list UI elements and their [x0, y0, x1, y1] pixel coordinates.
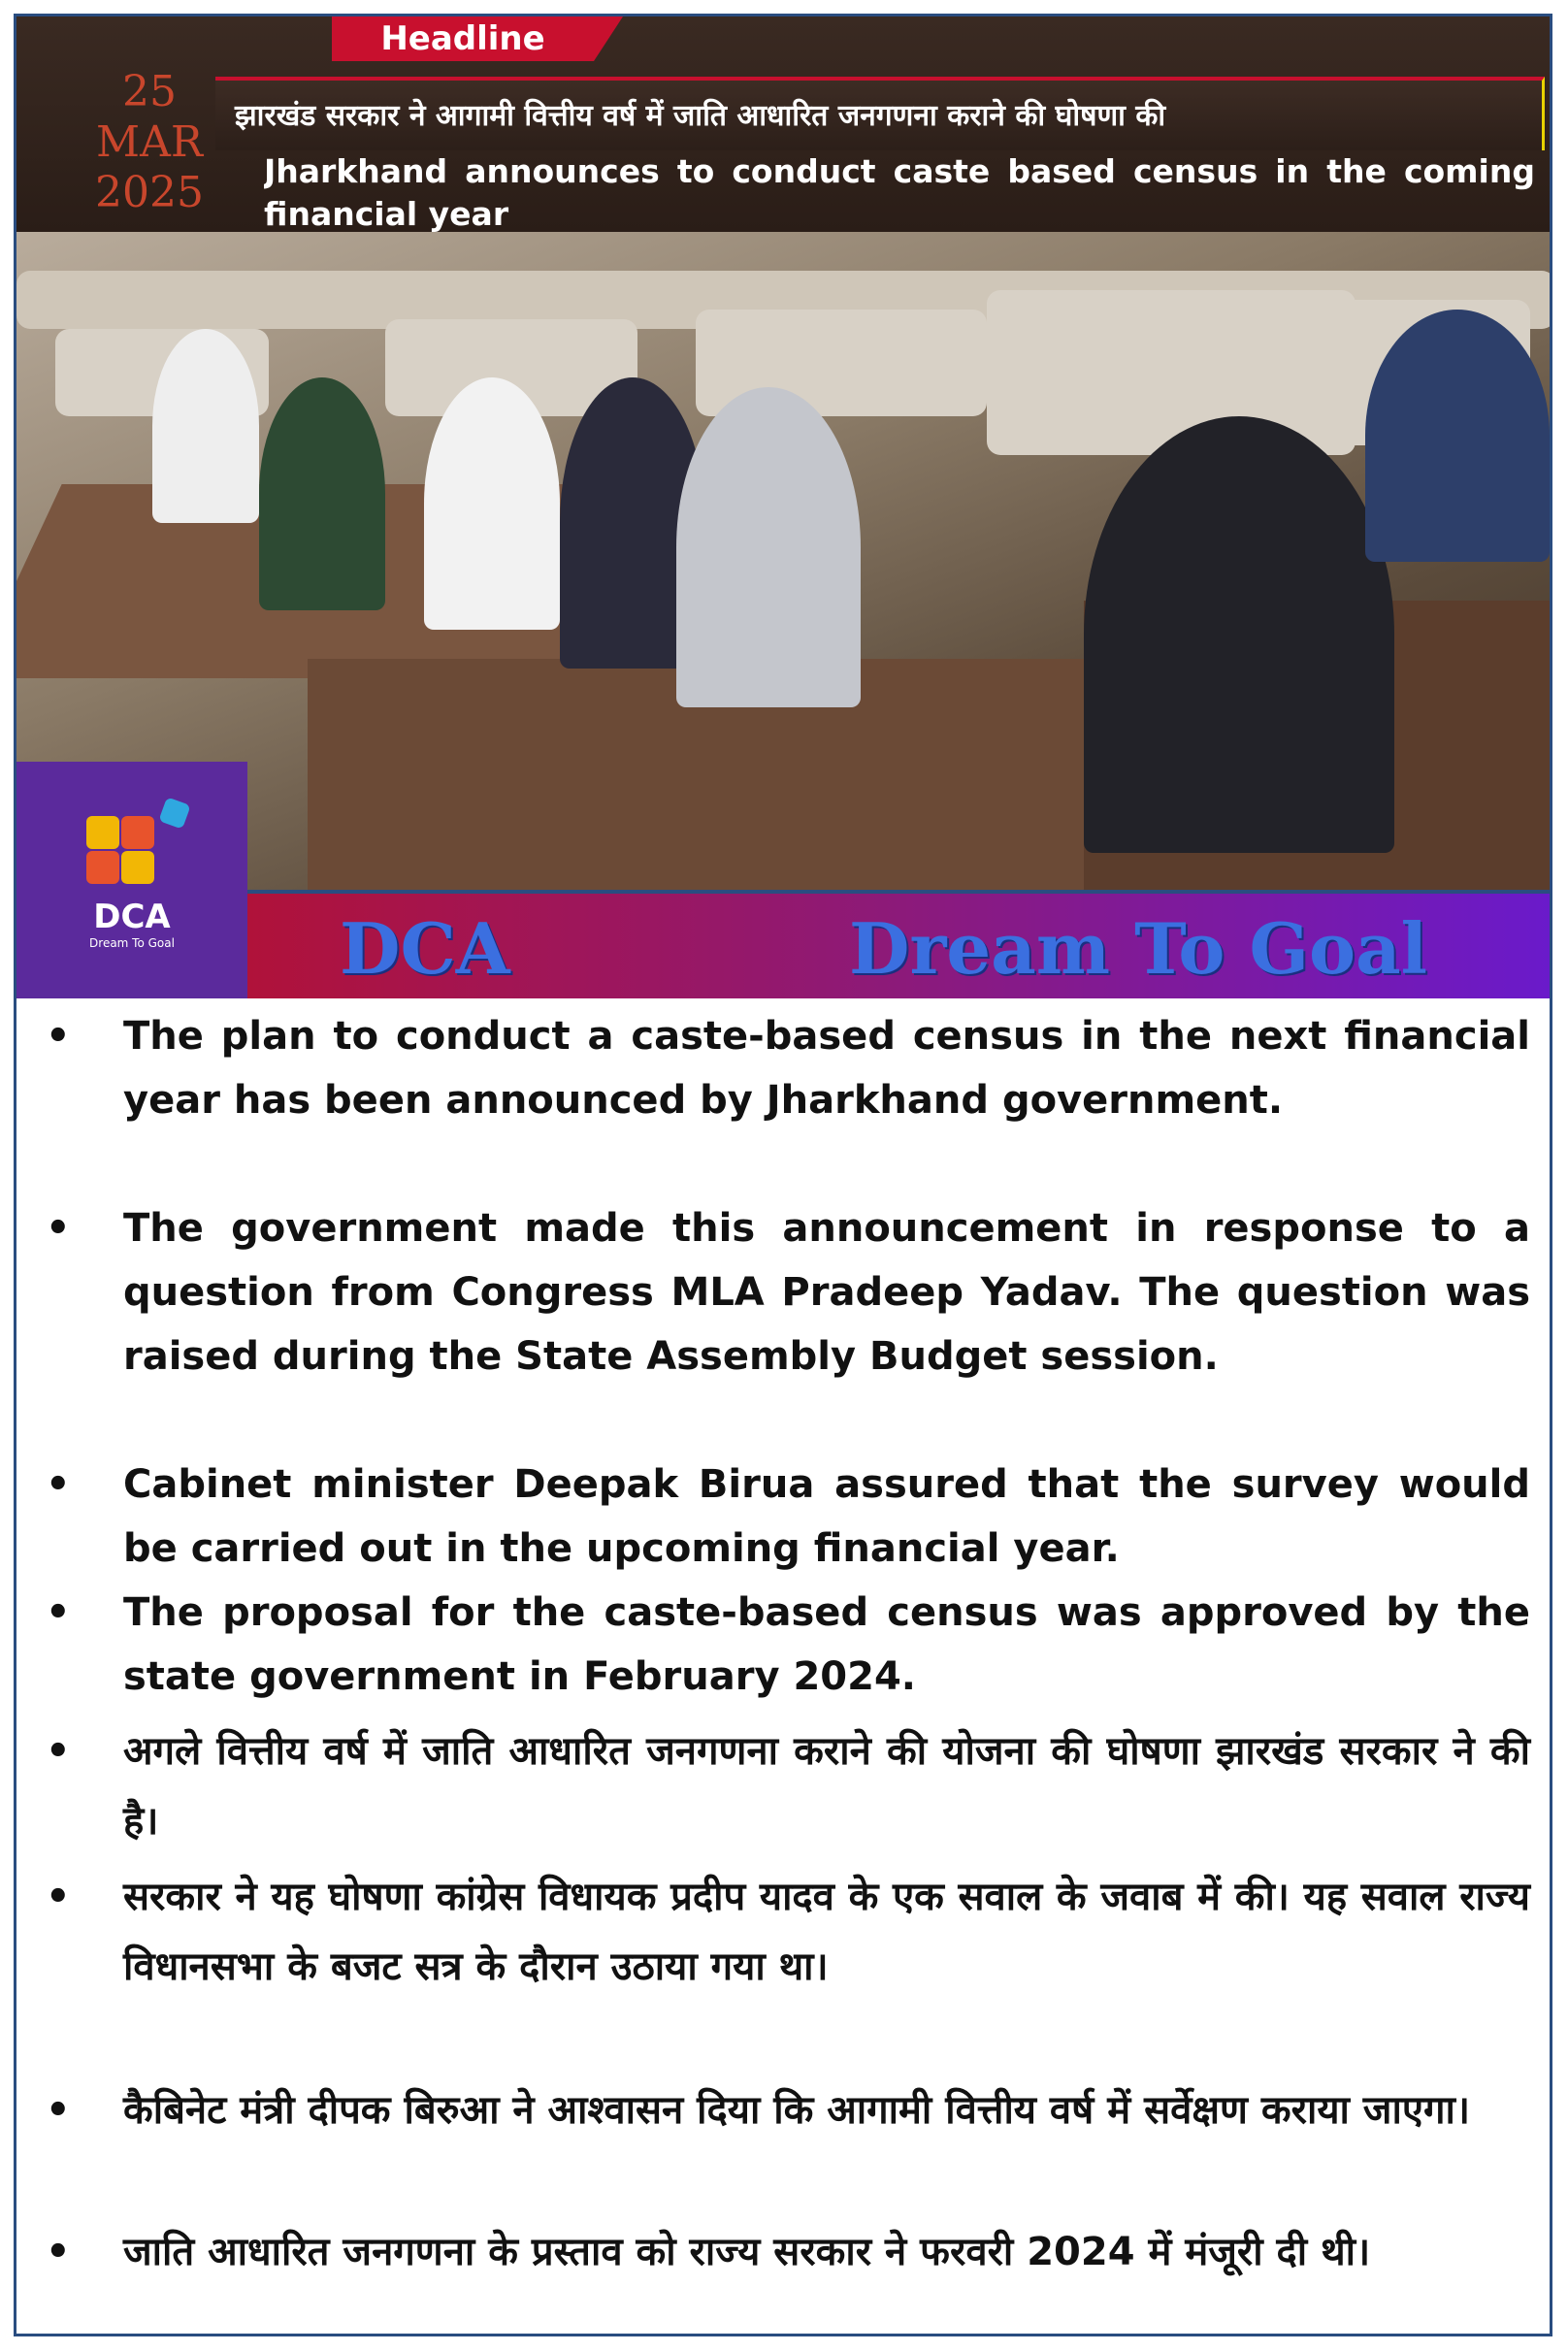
- puzzle-icon: [121, 816, 154, 849]
- logo-tagline: Dream To Goal: [89, 936, 175, 950]
- hindi-headline: झारखंड सरकार ने आगामी वित्तीय वर्ष में जाति आधारित जनगणना कराने की घोषणा की: [235, 99, 1166, 133]
- header-band: [16, 16, 1552, 232]
- bullet-hi-3: • कैबिनेट मंत्री दीपक बिरुआ ने आश्वासन दिया कि आगामी वित्तीय वर्ष में सर्वेक्षण कराया जाएगा।: [123, 2075, 1530, 2145]
- headline-tab: Headline: [332, 16, 594, 61]
- puzzle-icon: [86, 816, 119, 849]
- logo-name: DCA: [93, 898, 171, 936]
- bullet-hi-2: • सरकार ने यह घोषणा कांग्रेस विधायक प्रदीप यादव के एक सवाल के जवाब में की। यह सवाल राज्य विधानसभा के बजट सत्र के दौरान उठाया गया था।: [123, 1862, 1530, 2002]
- banner-dca-text: DCA: [340, 907, 510, 990]
- english-headline: Jharkhand announces to conduct caste based census in the coming financial year: [264, 152, 1535, 232]
- date-year: 2025: [95, 168, 204, 217]
- date-month: MAR: [96, 117, 203, 167]
- dca-banner: [247, 890, 1552, 998]
- banner-slogan: Dream To Goal: [849, 907, 1428, 990]
- hindi-headline-bar: [215, 77, 1545, 150]
- bullet-hi-4: • जाति आधारित जनगणना के प्रस्ताव को राज्य सरकार ने फरवरी 2024 में मंजूरी दी थी।: [123, 2217, 1530, 2287]
- date-day: 25: [122, 67, 177, 116]
- date-stamp: [86, 67, 212, 218]
- bullet-en-4: • The proposal for the caste-based census was approved by the state government in February 2024.: [123, 1581, 1530, 1709]
- puzzle-icon: [86, 851, 119, 884]
- puzzle-icon: [158, 797, 190, 829]
- bullet-en-3: • Cabinet minister Deepak Birua assured that the survey would be carried out in the upcoming financial year.: [123, 1453, 1530, 1581]
- page-frame: [14, 14, 1552, 2336]
- dca-logo: [16, 762, 247, 998]
- bullet-en-2: • The government made this announcement in response to a question from Congress MLA Pradeep Yadav. The question was raised during the State Assembly Budget session.: [123, 1196, 1530, 1388]
- bullet-en-1: • The plan to conduct a caste-based census in the next financial year has been announced by Jharkhand government.: [123, 1004, 1530, 1132]
- puzzle-icon: [121, 851, 154, 884]
- bullet-hi-1: • अगले वित्तीय वर्ष में जाति आधारित जनगणना कराने की योजना की घोषणा झारखंड सरकार ने की है।: [123, 1716, 1530, 1856]
